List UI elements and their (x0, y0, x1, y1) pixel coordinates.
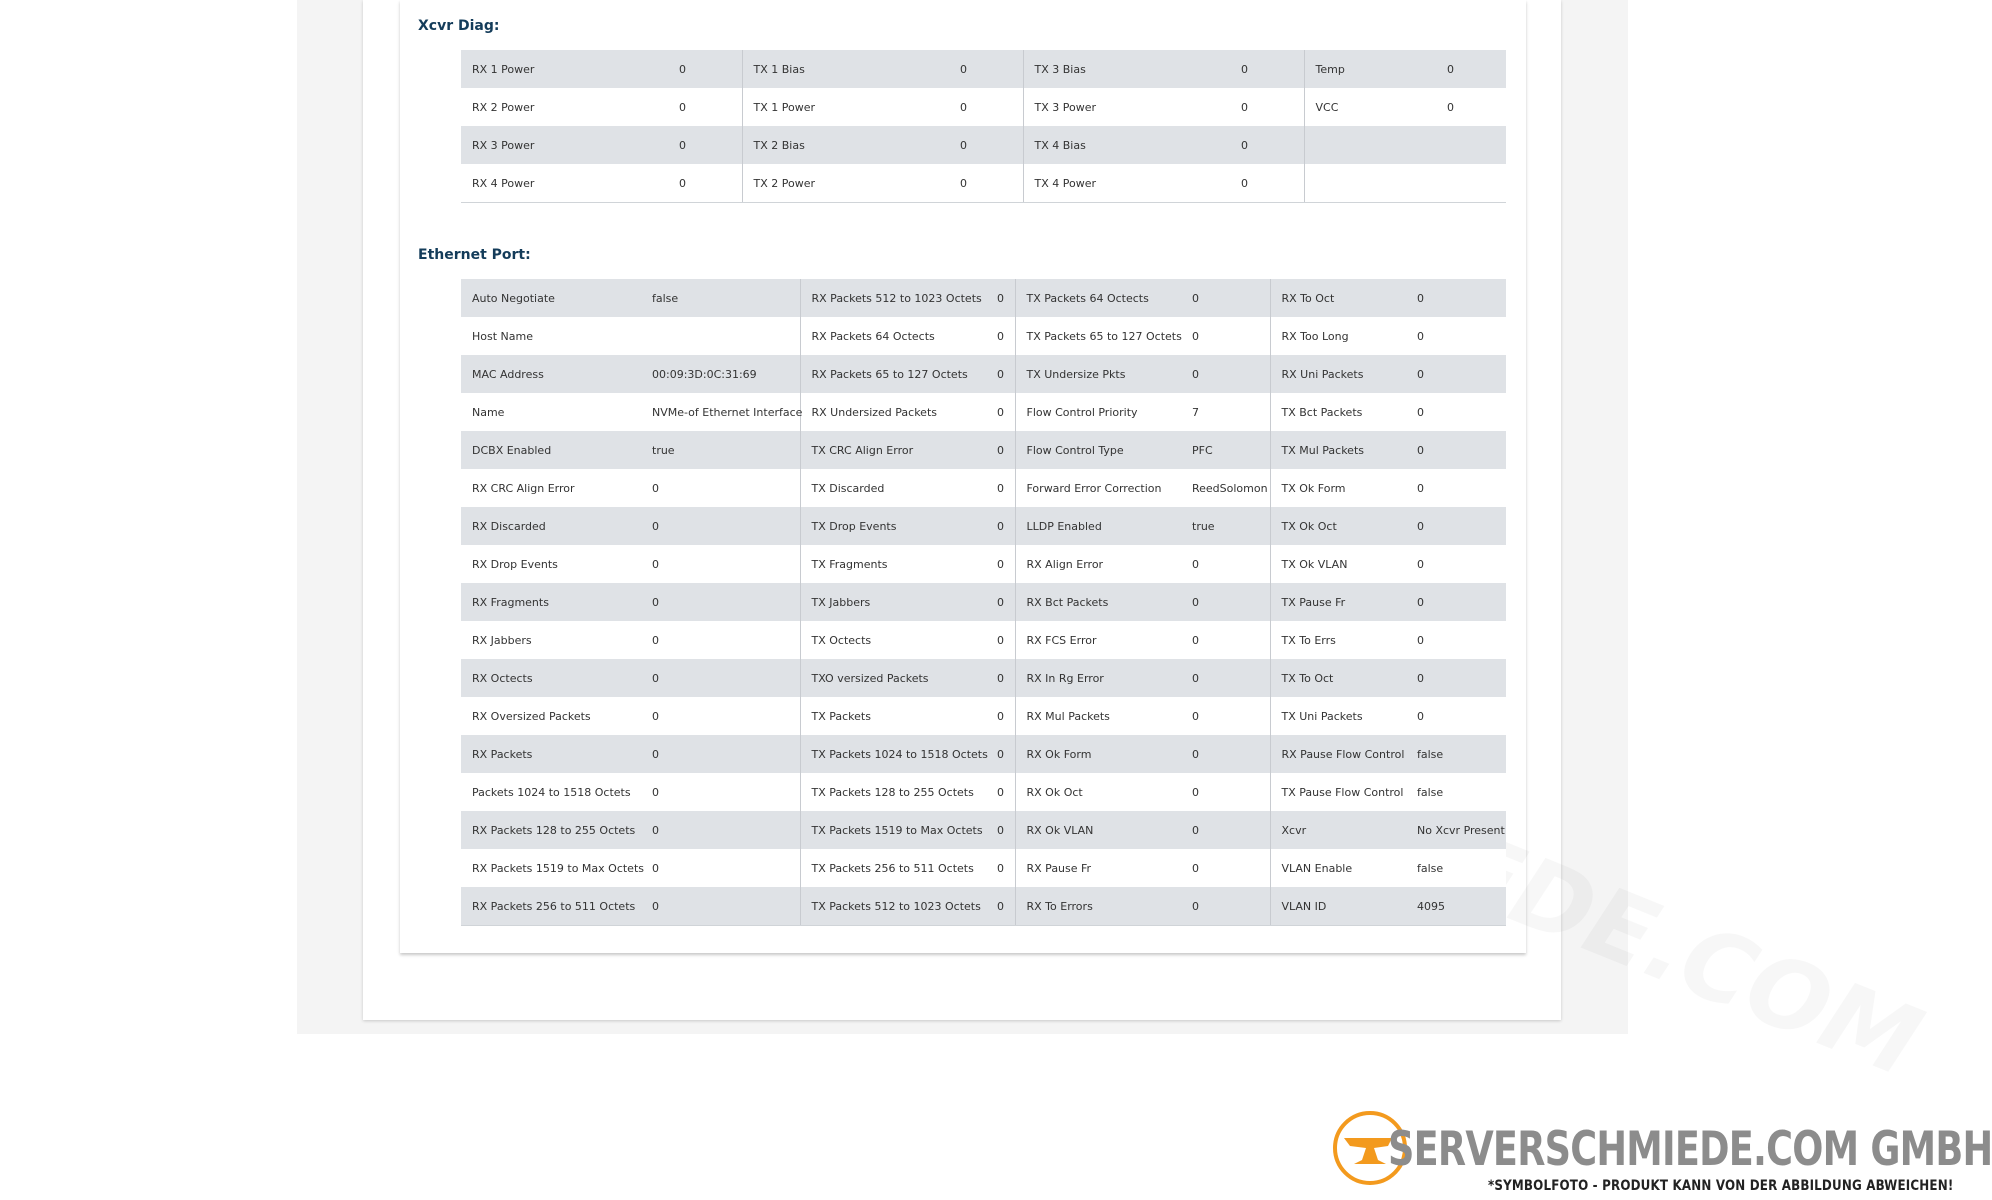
cell-label: RX Packets (461, 735, 641, 773)
cell-label: VCC (1304, 88, 1436, 126)
cell-label: Packets 1024 to 1518 Octets (461, 773, 641, 811)
cell-value (1436, 126, 1506, 164)
cell-label: TX To Oct (1270, 659, 1406, 697)
cell-value: 0 (1181, 545, 1270, 583)
cell-label: TX CRC Align Error (800, 431, 986, 469)
cell-label: RX 1 Power (461, 50, 668, 88)
table-row (461, 621, 1506, 659)
cell-value: false (1406, 735, 1506, 773)
cell-value: 0 (949, 126, 1023, 164)
table-row (461, 393, 1506, 431)
cell-value: 0 (1230, 88, 1304, 126)
table-row (461, 507, 1506, 545)
table-row (461, 50, 1506, 88)
cell-value: 0 (641, 735, 800, 773)
cell-label: RX Oversized Packets (461, 697, 641, 735)
cell-label: Forward Error Correction (1015, 469, 1181, 507)
cell-value: 0 (986, 583, 1015, 621)
table-row (461, 431, 1506, 469)
cell-label: TX Octects (800, 621, 986, 659)
cell-value: 0 (1406, 659, 1506, 697)
cell-value: 0 (1181, 697, 1270, 735)
cell-value: 0 (641, 545, 800, 583)
cell-value: 0 (986, 355, 1015, 393)
cell-value: 0 (986, 279, 1015, 317)
cell-value: 0 (1181, 735, 1270, 773)
cell-label: TX Fragments (800, 545, 986, 583)
cell-label: TX Undersize Pkts (1015, 355, 1181, 393)
cell-label: TX Discarded (800, 469, 986, 507)
cell-value: 0 (641, 507, 800, 545)
cell-label: RX FCS Error (1015, 621, 1181, 659)
cell-value: 0 (1181, 811, 1270, 849)
cell-label: TX 1 Bias (742, 50, 949, 88)
cell-value: 0 (986, 811, 1015, 849)
cell-value: ReedSolomon (1181, 469, 1270, 507)
cell-value: 0 (986, 317, 1015, 355)
cell-label: TX Ok Oct (1270, 507, 1406, 545)
xcvr-diag-title: Xcvr Diag: (418, 18, 500, 34)
cell-value: 0 (986, 887, 1015, 926)
cell-value: 0 (1181, 659, 1270, 697)
cell-label: RX Mul Packets (1015, 697, 1181, 735)
table-row (461, 164, 1506, 203)
cell-value: 0 (986, 393, 1015, 431)
cell-label: Name (461, 393, 641, 431)
cell-label: TX 4 Power (1023, 164, 1230, 203)
table-row (461, 887, 1506, 926)
cell-label: RX Fragments (461, 583, 641, 621)
table-row (461, 88, 1506, 126)
cell-label: RX Packets 1519 to Max Octets (461, 849, 641, 887)
cell-label: TX Uni Packets (1270, 697, 1406, 735)
table-row (461, 469, 1506, 507)
cell-value: 0 (641, 583, 800, 621)
cell-label: RX Discarded (461, 507, 641, 545)
cell-value: 0 (1230, 126, 1304, 164)
cell-value: 0 (986, 507, 1015, 545)
cell-label: RX Packets 128 to 255 Octets (461, 811, 641, 849)
cell-value: 0 (1406, 545, 1506, 583)
cell-value (1436, 164, 1506, 203)
cell-value: 0 (641, 697, 800, 735)
cell-value: 0 (641, 887, 800, 926)
table-row (461, 849, 1506, 887)
cell-value: No Xcvr Present (1406, 811, 1506, 849)
xcvr-diag-table (461, 50, 1506, 203)
cell-value: 0 (641, 659, 800, 697)
cell-label: TX Ok VLAN (1270, 545, 1406, 583)
cell-value: 0 (1230, 50, 1304, 88)
cell-label: RX 2 Power (461, 88, 668, 126)
ethernet-port-title: Ethernet Port: (418, 247, 531, 263)
cell-label: RX Uni Packets (1270, 355, 1406, 393)
cell-value: 0 (986, 849, 1015, 887)
cell-label: RX Pause Flow Control (1270, 735, 1406, 773)
cell-label: TX Ok Form (1270, 469, 1406, 507)
cell-value: 0 (668, 164, 742, 203)
cell-value: 0 (668, 88, 742, 126)
cell-value: 0 (1181, 355, 1270, 393)
cell-value: 0 (986, 735, 1015, 773)
cell-label: TX Pause Fr (1270, 583, 1406, 621)
cell-value: 7 (1181, 393, 1270, 431)
table-row (461, 773, 1506, 811)
cell-label: Flow Control Type (1015, 431, 1181, 469)
cell-label: TX 2 Power (742, 164, 949, 203)
cell-value: false (641, 279, 800, 317)
cell-value: 0 (1406, 279, 1506, 317)
cell-label: TX Packets 512 to 1023 Octets (800, 887, 986, 926)
cell-label: TX Packets (800, 697, 986, 735)
cell-label: Auto Negotiate (461, 279, 641, 317)
cell-value: 0 (641, 469, 800, 507)
cell-label: TX 3 Power (1023, 88, 1230, 126)
cell-label: RX Ok VLAN (1015, 811, 1181, 849)
cell-label: TX 3 Bias (1023, 50, 1230, 88)
cell-label: RX To Oct (1270, 279, 1406, 317)
cell-label: RX Octects (461, 659, 641, 697)
table-row (461, 583, 1506, 621)
cell-label: Host Name (461, 317, 641, 355)
cell-label: MAC Address (461, 355, 641, 393)
table-row (461, 355, 1506, 393)
cell-label: RX Bct Packets (1015, 583, 1181, 621)
cell-value: 0 (949, 50, 1023, 88)
cell-label: RX 3 Power (461, 126, 668, 164)
cell-value: 0 (1436, 88, 1506, 126)
cell-value: 0 (1181, 583, 1270, 621)
cell-label: RX Ok Oct (1015, 773, 1181, 811)
cell-label: TX Packets 1519 to Max Octets (800, 811, 986, 849)
cell-label: VLAN ID (1270, 887, 1406, 926)
cell-label: RX Align Error (1015, 545, 1181, 583)
cell-label: Flow Control Priority (1015, 393, 1181, 431)
cell-label: RX Packets 512 to 1023 Octets (800, 279, 986, 317)
cell-label: TX Mul Packets (1270, 431, 1406, 469)
cell-value: 0 (949, 164, 1023, 203)
cell-value: 0 (1181, 887, 1270, 926)
table-row (461, 126, 1506, 164)
cell-label: TX Packets 128 to 255 Octets (800, 773, 986, 811)
cell-label: RX 4 Power (461, 164, 668, 203)
cell-value: 0 (1406, 697, 1506, 735)
cell-value: 0 (641, 811, 800, 849)
table-row (461, 279, 1506, 317)
cell-label: RX Jabbers (461, 621, 641, 659)
cell-label: TXO versized Packets (800, 659, 986, 697)
brand-name: SERVERSCHMIEDE.COM GMBH (1388, 1122, 1992, 1177)
cell-value: 0 (1406, 621, 1506, 659)
cell-label: RX To Errors (1015, 887, 1181, 926)
cell-value: 0 (949, 88, 1023, 126)
cell-value: 0 (986, 469, 1015, 507)
cell-value: 0 (668, 126, 742, 164)
cell-label: TX Packets 256 to 511 Octets (800, 849, 986, 887)
cell-value: false (1406, 849, 1506, 887)
cell-value: PFC (1181, 431, 1270, 469)
table-row (461, 811, 1506, 849)
cell-value: 0 (1181, 621, 1270, 659)
cell-value: 0 (986, 659, 1015, 697)
cell-label (1304, 164, 1436, 203)
table-row (461, 659, 1506, 697)
cell-label: RX Packets 65 to 127 Octets (800, 355, 986, 393)
cell-label: Temp (1304, 50, 1436, 88)
table-row (461, 697, 1506, 735)
cell-label: TX 2 Bias (742, 126, 949, 164)
cell-value: 00:09:3D:0C:31:69 (641, 355, 800, 393)
cell-value: 0 (1406, 431, 1506, 469)
cell-value: 0 (1230, 164, 1304, 203)
cell-label: LLDP Enabled (1015, 507, 1181, 545)
cell-value: 0 (641, 773, 800, 811)
cell-label: RX CRC Align Error (461, 469, 641, 507)
cell-value: 0 (1406, 469, 1506, 507)
table-row (461, 735, 1506, 773)
cell-value: 4095 (1406, 887, 1506, 926)
cell-label: TX Packets 64 Octects (1015, 279, 1181, 317)
cell-value: 0 (1181, 773, 1270, 811)
cell-value: 0 (1406, 507, 1506, 545)
cell-label: TX Bct Packets (1270, 393, 1406, 431)
cell-label: TX Packets 1024 to 1518 Octets (800, 735, 986, 773)
cell-label: VLAN Enable (1270, 849, 1406, 887)
cell-label: TX To Errs (1270, 621, 1406, 659)
cell-label: RX In Rg Error (1015, 659, 1181, 697)
cell-value: 0 (986, 431, 1015, 469)
cell-value: 0 (986, 697, 1015, 735)
cell-value: 0 (1181, 849, 1270, 887)
cell-value: 0 (1406, 355, 1506, 393)
cell-value: false (1406, 773, 1506, 811)
cell-label: RX Too Long (1270, 317, 1406, 355)
cell-value: 0 (1406, 393, 1506, 431)
cell-value: 0 (1406, 317, 1506, 355)
ethernet-port-table (461, 279, 1506, 926)
cell-label (1304, 126, 1436, 164)
cell-label: RX Undersized Packets (800, 393, 986, 431)
cell-value: NVMe-of Ethernet Interface (641, 393, 800, 431)
cell-value: 0 (1181, 317, 1270, 355)
cell-value: 0 (986, 773, 1015, 811)
cell-value (641, 317, 800, 355)
cell-label: DCBX Enabled (461, 431, 641, 469)
cell-label: TX 4 Bias (1023, 126, 1230, 164)
cell-value: 0 (1406, 583, 1506, 621)
cell-value: 0 (1181, 279, 1270, 317)
cell-value: 0 (1436, 50, 1506, 88)
cell-value: 0 (668, 50, 742, 88)
cell-label: RX Ok Form (1015, 735, 1181, 773)
cell-label: RX Packets 64 Octects (800, 317, 986, 355)
cell-value: 0 (641, 621, 800, 659)
cell-value: 0 (986, 621, 1015, 659)
cell-label: RX Packets 256 to 511 Octets (461, 887, 641, 926)
cell-value: 0 (986, 545, 1015, 583)
brand-disclaimer: *SYMBOLFOTO - PRODUKT KANN VON DER ABBILDUNG ABWEICHEN! (1488, 1178, 1954, 1194)
cell-label: RX Pause Fr (1015, 849, 1181, 887)
cell-label: TX Packets 65 to 127 Octets (1015, 317, 1181, 355)
cell-label: TX 1 Power (742, 88, 949, 126)
cell-label: TX Drop Events (800, 507, 986, 545)
cell-label: Xcvr (1270, 811, 1406, 849)
table-row (461, 317, 1506, 355)
cell-label: TX Pause Flow Control (1270, 773, 1406, 811)
cell-value: 0 (641, 849, 800, 887)
table-row (461, 545, 1506, 583)
cell-label: RX Drop Events (461, 545, 641, 583)
cell-value: true (641, 431, 800, 469)
cell-label: TX Jabbers (800, 583, 986, 621)
cell-value: true (1181, 507, 1270, 545)
